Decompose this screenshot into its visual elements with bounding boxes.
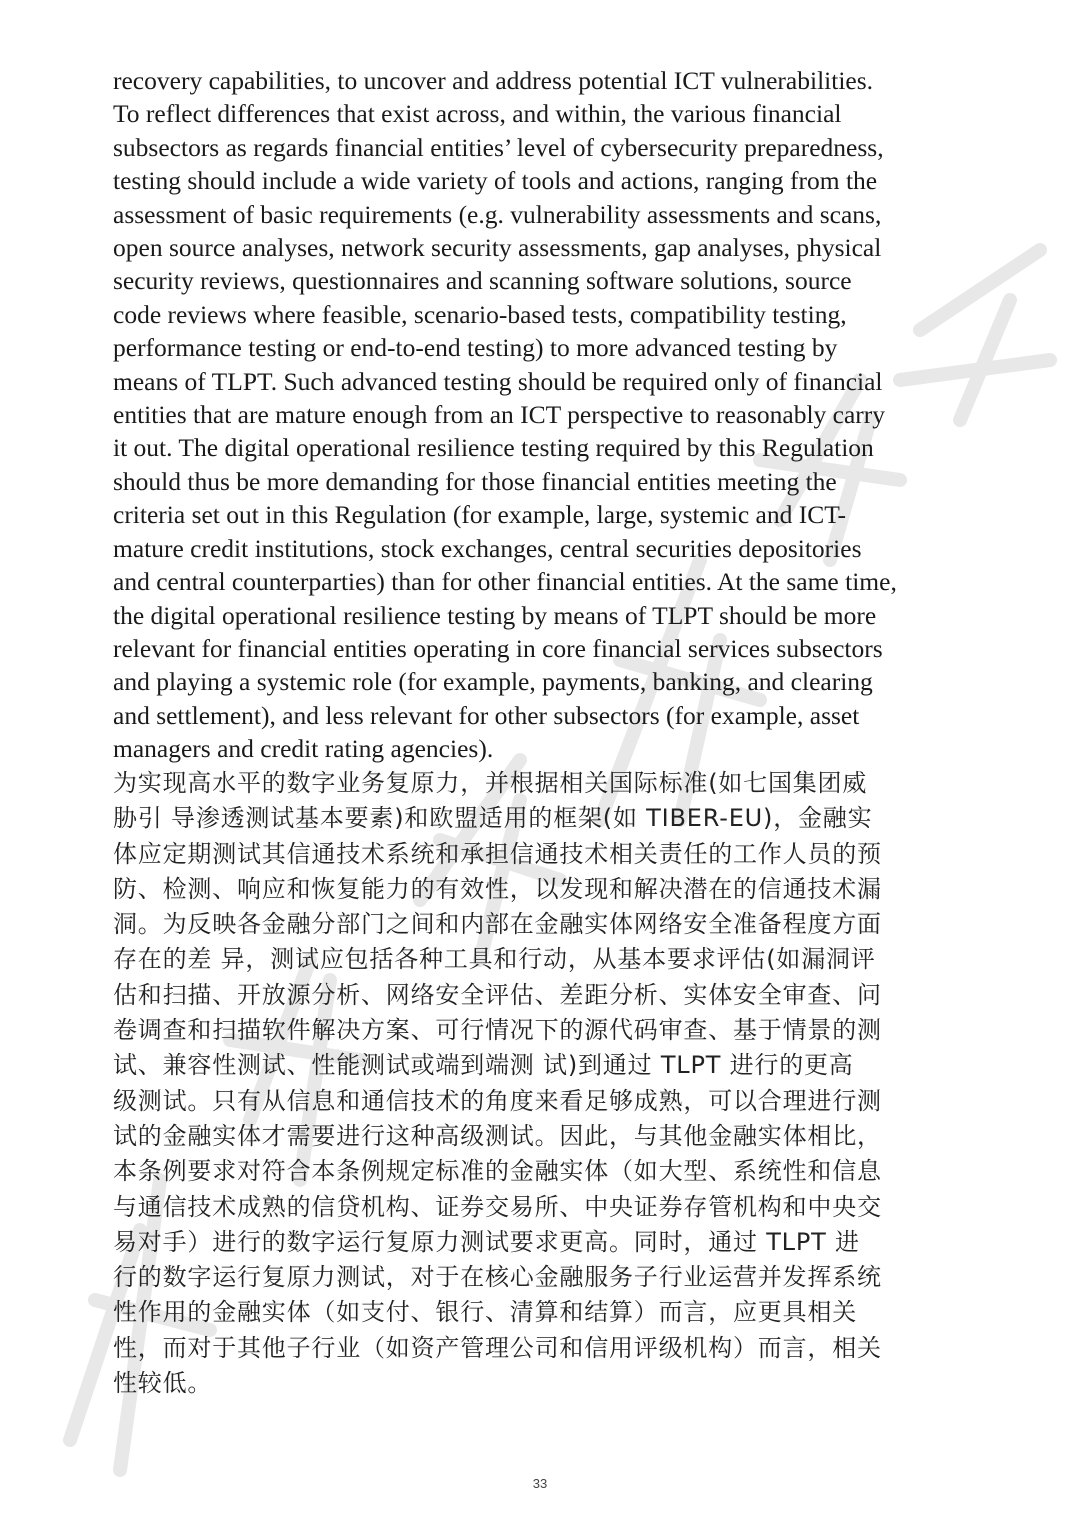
english-line: should thus be more demanding for those financial entities meeting the — [113, 466, 837, 496]
english-line: recovery capabilities, to uncover and address potential ICT vulnerabilities. — [113, 66, 874, 95]
english-line: open source analyses, network security assessments, gap analyses, physical — [113, 233, 882, 263]
english-line: and playing a systemic role (for example, payments, banking, and clearing — [113, 667, 873, 697]
english-line: To reflect differences that exist across, and within, the various financial — [113, 99, 842, 129]
chinese-line: 与通信技术成熟的信贷机构、证券交易所、中央证券存管机构和中央交 — [113, 1192, 882, 1221]
english-line: entities that are mature enough from an ICT perspective to reasonably carry — [113, 400, 886, 430]
page-number: 33 — [532, 1476, 548, 1491]
chinese-line: 为实现高水平的数字业务复原力，并根据相关国际标准(如七国集团威 — [113, 769, 868, 797]
english-line: mature credit institutions, stock exchanges, central securities depositories — [113, 533, 862, 563]
english-line: and settlement), and less relevant for other subsectors (for example, asset — [113, 700, 860, 730]
chinese-line: 试的金融实体才需要进行这种高级测试。因此，与其他金融实体相比， — [113, 1121, 882, 1150]
english-line: it out. The digital operational resilience testing required by this Regulation — [113, 433, 874, 463]
english-line: security reviews, questionnaires and scanning software solutions, source — [113, 266, 852, 296]
english-line: and central counterparties) than for other financial entities. At the same time, — [113, 567, 897, 597]
english-line: subsectors as regards financial entities’ level of cybersecurity preparedness, — [113, 132, 884, 162]
chinese-line: 易对手）进行的数字运行复原力测试要求更高。同时，通过 TLPT 进 — [113, 1227, 860, 1256]
english-line: code reviews where feasible, scenario-based tests, compatibility testing, — [113, 299, 847, 329]
chinese-line: 卷调查和扫描软件解决方案、可行情况下的源代码审查、基于情景的测 — [113, 1016, 882, 1045]
chinese-line: 存在的差 异，测试应包括各种工具和行动，从基本要求评估(如漏洞评 — [113, 945, 876, 974]
chinese-line: 行的数字运行复原力测试，对于在核心金融服务子行业运营并发挥系统 — [113, 1263, 882, 1292]
chinese-paragraph — [113, 766, 1018, 1401]
english-line: assessment of basic requirements (e.g. vulnerability assessments and scans, — [113, 199, 882, 229]
chinese-line: 本条例要求对符合本条例规定标准的金融实体（如大型、系统性和信息 — [113, 1157, 882, 1186]
english-line: managers and credit rating agencies). — [113, 734, 494, 764]
chinese-line: 胁引 导渗透测试基本要素)和欧盟适用的框架(如 TIBER-EU)，金融实 — [113, 804, 873, 833]
english-line: relevant for financial entities operating in core financial services subsectors — [113, 633, 883, 663]
chinese-line: 性，而对于其他子行业（如资产管理公司和信用评级机构）而言，相关 — [113, 1333, 882, 1362]
english-line: testing should include a wide variety of tools and actions, ranging from the — [113, 166, 878, 196]
english-paragraph — [113, 64, 1013, 766]
chinese-line: 性较低。 — [113, 1369, 213, 1398]
english-line: performance testing or end-to-end testing) to more advanced testing by — [113, 333, 838, 363]
chinese-line: 体应定期测试其信通技术系统和承担信通技术相关责任的工作人员的预 — [113, 839, 882, 868]
chinese-line: 洞。为反映各金融分部门之间和内部在金融实体网络安全准备程度方面 — [113, 910, 882, 939]
chinese-line: 估和扫描、开放源分析、网络安全评估、差距分析、实体安全审查、问 — [113, 980, 882, 1009]
english-line: means of TLPT. Such advanced testing should be required only of financial — [113, 366, 883, 396]
chinese-line: 性作用的金融实体（如支付、银行、清算和结算）而言，应更具相关 — [113, 1298, 857, 1327]
chinese-line: 防、检测、响应和恢复能力的有效性，以发现和解决潜在的信通技术漏 — [113, 874, 882, 903]
chinese-line: 级测试。只有从信息和通信技术的角度来看足够成熟，可以合理进行测 — [113, 1086, 882, 1115]
english-line: the digital operational resilience testing by means of TLPT should be more — [113, 600, 877, 630]
chinese-line: 试、兼容性测试、性能测试或端到端测 试)到通过 TLPT 进行的更高 — [113, 1051, 854, 1080]
english-line: criteria set out in this Regulation (for example, large, systemic and ICT- — [113, 500, 846, 530]
